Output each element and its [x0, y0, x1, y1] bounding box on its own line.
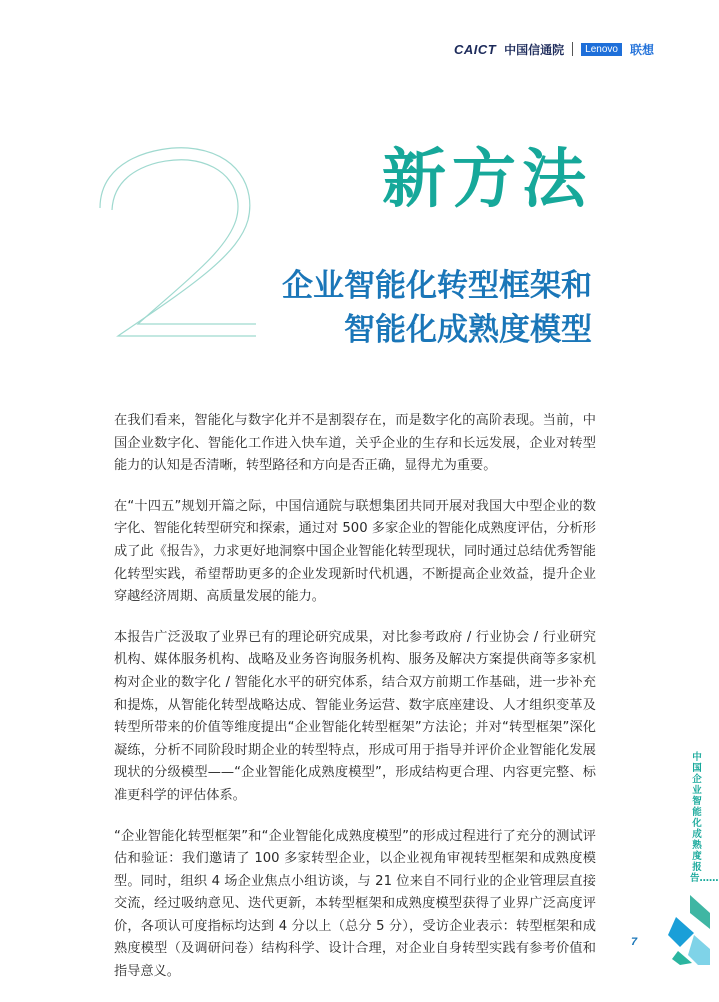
- page-number: 7: [631, 936, 638, 948]
- page-header: [454, 40, 654, 58]
- chapter-number-outline: [78, 138, 268, 348]
- paragraph: 本报告广泛汲取了业界已有的理论研究成果，对比参考政府 / 行业协会 / 行业研究机构、媒体服务机构、战略及业务咨询服务机构、服务及解决方案提供商等多家机构对企业的数字化 / 智能化水平的研究体系，结合双方前期工作基础，进一步补充和提炼，从智能化转型战略达成、智能业务运营、数字底座建设、人才组织变革及转型所带来的价值等维度提出“企业智能化转型框架”方法论；并对“转型框架”深化凝练，分析不同阶段时期企业的转型特点，形成可用于指导并评价企业智能化发展现状的分级模型——“企业智能化成熟度模型”，形成结构更合理、内容更完整、标准更科学的评估体系。: [114, 629, 596, 803]
- caict-name: 中国信通院: [504, 42, 565, 57]
- paragraph: “企业智能化转型框架”和“企业智能化成熟度模型”的形成过程进行了充分的测试评估和验证：我们邀请了 100 多家转型企业，以企业视角审视转型框架和成熟度模型。同时，组织 4 场企业焦点小组访谈，与 21 位来自不同行业的企业管理层直接交流，经过吸纳意见、迭代更新，本转型框架和成熟度模型获得了业界广泛高度评价，各项认可度指标均达到 4 分以上（总分 5 分），受访企业表示：转型框架和成熟度模型（及调研问卷）结构科学、设计合理，对企业自身转型实践有参考价值和指导意义。: [114, 828, 596, 980]
- chapter-subtitle-line1: 企业智能化转型框架和: [282, 268, 592, 304]
- lenovo-logo: Lenovo: [581, 43, 622, 56]
- corner-decoration: [668, 895, 710, 965]
- paragraph: 在“十四五”规划开篇之际，中国信通院与联想集团共同开展对我国大中型企业的数字化、智能化转型研究和探索，通过对 500 多家企业的智能化成熟度评估，分析形成了此《报告》，力求更好地洞察中国企业智能化转型现状，同时通过总结优秀智能化转型实践，希望帮助更多的企业发现新时代机遇，不断提高企业效益，提升企业穿越经济周期、高质量发展的能力。: [114, 498, 596, 605]
- header-divider: [572, 42, 573, 56]
- body-text: [114, 410, 596, 1002]
- caict-logo: CAICT: [453, 41, 497, 57]
- chapter-title: 新方法: [382, 143, 592, 217]
- lenovo-name: 联想: [629, 42, 654, 57]
- chapter-subtitle-line2: 智能化成熟度模型: [344, 312, 592, 348]
- report-side-label: 中国企业智能化成熟度报告……: [690, 752, 719, 884]
- paragraph: 在我们看来，智能化与数字化并不是割裂存在，而是数字化的高阶表现。当前，中国企业数字化、智能化工作进入快车道，关乎企业的生存和长远发展，企业对转型能力的认知是否清晰，转型路径和方向是否正确，显得尤为重要。: [114, 413, 596, 474]
